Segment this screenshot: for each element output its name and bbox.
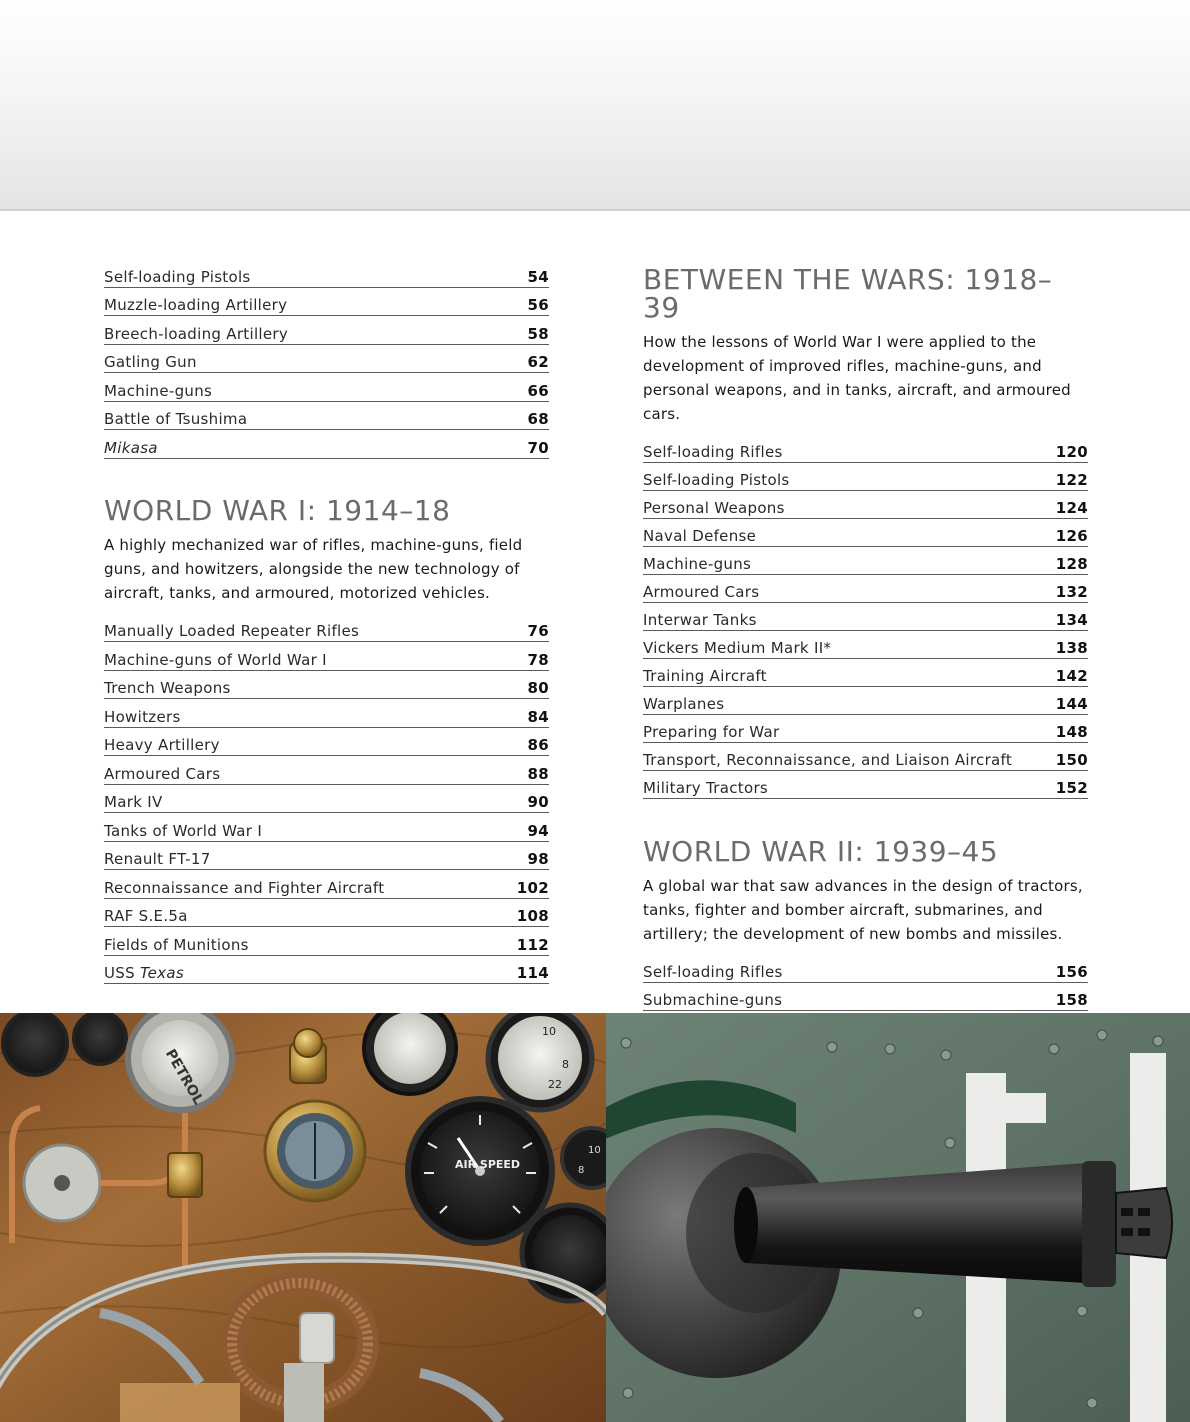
toc-entry-page: 134 bbox=[1055, 611, 1088, 629]
toc-entry[interactable] bbox=[643, 604, 1088, 631]
toc-entry-page: 120 bbox=[1055, 443, 1088, 461]
top-center-gauge bbox=[364, 1013, 456, 1094]
airspeed-gauge bbox=[408, 1099, 552, 1243]
section-description-between-wars: How the lessons of World War I were applied to the development of improved rifles, machine-guns, and personal weapons, and in tanks, aircraft, and armoured cars. bbox=[643, 333, 1071, 423]
toc-entry-page: 84 bbox=[527, 707, 549, 726]
svg-text:AIR SPEED: AIR SPEED bbox=[455, 1158, 521, 1171]
toc-entry-title: Machine-guns of World War I bbox=[104, 650, 327, 669]
header-band bbox=[0, 0, 1190, 211]
toc-entry[interactable] bbox=[643, 744, 1088, 771]
toc-entry-title: Self-loading Rifles bbox=[643, 963, 783, 981]
toc-entry[interactable] bbox=[643, 632, 1088, 659]
toc-entry-title: Submachine-guns bbox=[643, 991, 783, 1009]
toc-entry-page: 152 bbox=[1055, 779, 1088, 797]
tank-gun-photo bbox=[606, 1013, 1190, 1422]
toc-entry[interactable] bbox=[643, 688, 1088, 715]
toc-entry[interactable] bbox=[104, 729, 549, 757]
toc-entry-page: 138 bbox=[1055, 639, 1088, 657]
section-description-ww2: A global war that saw advances in the design of tractors, tanks, fighter and bomber aircraft, submarines, and artillery; the development of new bombs and missiles. bbox=[643, 877, 1083, 943]
toc-entry-title: Armoured Cars bbox=[104, 764, 221, 783]
toc-entry[interactable] bbox=[104, 757, 549, 785]
toc-entry-title: Trench Weapons bbox=[104, 679, 231, 697]
toc-entry[interactable] bbox=[104, 403, 549, 431]
toc-entry[interactable] bbox=[643, 436, 1088, 463]
toc-entry[interactable] bbox=[643, 520, 1088, 547]
toc-entry[interactable] bbox=[104, 289, 549, 317]
toc-entry-page: 70 bbox=[527, 438, 549, 457]
toc-entry-title: Armoured Cars bbox=[643, 583, 760, 601]
toc-entry[interactable] bbox=[643, 956, 1088, 983]
toc-entry-title: Gatling Gun bbox=[104, 353, 197, 371]
toc-entry[interactable] bbox=[104, 814, 549, 842]
section-heading-ww2: WORLD WAR II: 1939–45 bbox=[643, 835, 999, 868]
toc-entry-page: 76 bbox=[527, 622, 549, 640]
toc-entry-title: Fields of Munitions bbox=[104, 935, 249, 954]
toc-entry-page: 68 bbox=[527, 410, 549, 428]
toc-entry-page: 148 bbox=[1055, 723, 1088, 741]
toc-entry-page: 102 bbox=[516, 878, 549, 897]
toc-entry-title-italic: Mikasa bbox=[104, 438, 158, 457]
toc-entry[interactable] bbox=[104, 374, 549, 402]
toc-entry-page: 56 bbox=[527, 296, 549, 314]
svg-text:10: 10 bbox=[542, 1025, 556, 1038]
toc-entry-title-roman: USS bbox=[104, 964, 135, 982]
toc-entry-title: RAF S.E.5a bbox=[104, 907, 188, 925]
toc-entry[interactable] bbox=[104, 843, 549, 871]
toc-entry[interactable] bbox=[104, 643, 549, 671]
section-heading-ww1: WORLD WAR I: 1914–18 bbox=[104, 493, 451, 527]
toc-entry-page: 108 bbox=[516, 907, 549, 925]
right-column bbox=[643, 260, 1088, 1040]
toc-entry-title: Military Tractors bbox=[643, 779, 769, 797]
toc-entry-page: 142 bbox=[1055, 667, 1088, 685]
tank-gun-illustration bbox=[606, 1013, 1190, 1422]
flash-hider bbox=[1116, 1188, 1172, 1258]
toc-entry-page: 114 bbox=[516, 964, 549, 982]
toc-entry[interactable] bbox=[643, 716, 1088, 743]
toc-entry-page: 66 bbox=[527, 381, 549, 400]
toc-entry-page: 78 bbox=[527, 650, 549, 669]
toc-entry-page: 86 bbox=[527, 736, 549, 754]
cockpit-illustration bbox=[0, 1013, 606, 1422]
left-column bbox=[104, 260, 549, 985]
toc-entry-title: Naval Defense bbox=[643, 527, 757, 545]
toc-entry-title: Breech-loading Artillery bbox=[104, 324, 289, 343]
toc-entry[interactable] bbox=[104, 871, 549, 899]
toc-entry-page: 144 bbox=[1055, 695, 1088, 713]
svg-text:10: 10 bbox=[588, 1145, 601, 1156]
toc-entry-title: Self-loading Rifles bbox=[643, 443, 783, 461]
toc-entry-title: Vickers Medium Mark II* bbox=[643, 639, 832, 657]
toc-entry-title bbox=[104, 964, 184, 983]
petrol-gauge bbox=[128, 1013, 232, 1110]
toc-entry-page: 94 bbox=[527, 821, 549, 840]
toc-entry[interactable] bbox=[104, 615, 549, 643]
toc-entry[interactable] bbox=[104, 317, 549, 345]
cockpit-photo bbox=[0, 1013, 606, 1422]
toc-entry-title: Renault FT-17 bbox=[104, 850, 211, 868]
top-right-gauge bbox=[488, 1013, 592, 1110]
toc-entry-page: 150 bbox=[1055, 751, 1088, 769]
compass-gauge bbox=[265, 1101, 365, 1201]
toc-entry-page: 54 bbox=[527, 267, 549, 286]
toc-entry-page: 62 bbox=[527, 353, 549, 371]
toc-entry[interactable] bbox=[104, 700, 549, 728]
toc-entry-page: 90 bbox=[527, 793, 549, 811]
toc-list-ww1 bbox=[104, 615, 549, 985]
toc-entry-title: Muzzle-loading Artillery bbox=[104, 296, 288, 314]
toc-entry-title: Manually Loaded Repeater Rifles bbox=[104, 622, 360, 640]
toc-entry-title: Mark IV bbox=[104, 793, 163, 811]
toc-entry-title-italic: Texas bbox=[140, 964, 184, 982]
toc-entry-page: 88 bbox=[527, 764, 549, 783]
svg-text:PETROL: PETROL bbox=[161, 1046, 207, 1108]
toc-entry-title: Battle of Tsushima bbox=[104, 410, 248, 428]
toc-entry-title: Reconnaissance and Fighter Aircraft bbox=[104, 878, 385, 897]
toc-entry-title: Self-loading Pistols bbox=[643, 471, 790, 489]
toc-entry-page: 158 bbox=[1055, 991, 1088, 1009]
toc-entry[interactable] bbox=[643, 576, 1088, 603]
toc-entry-title: Interwar Tanks bbox=[643, 611, 757, 629]
toc-entry-title: Tanks of World War I bbox=[104, 821, 263, 840]
toc-entry[interactable] bbox=[643, 492, 1088, 519]
toc-entry-title bbox=[104, 439, 158, 458]
photo-strip bbox=[0, 1013, 1190, 1422]
toc-entry[interactable] bbox=[104, 900, 549, 928]
toc-entry-title: Transport, Reconnaissance, and Liaison Aircraft bbox=[643, 751, 1013, 769]
toc-entry-page: 58 bbox=[527, 324, 549, 343]
toc-entry[interactable] bbox=[104, 260, 549, 288]
toc-list-continued bbox=[104, 260, 549, 459]
section-heading-between-wars: BETWEEN THE WARS: 1918–39 bbox=[643, 263, 1053, 324]
toc-entry-title: Heavy Artillery bbox=[104, 736, 220, 754]
toc-entry-title: Machine-guns bbox=[104, 381, 213, 400]
toc-entry[interactable] bbox=[643, 548, 1088, 575]
toc-entry-page: 122 bbox=[1055, 471, 1088, 489]
svg-text:8: 8 bbox=[562, 1058, 569, 1071]
toc-entry-title: Preparing for War bbox=[643, 723, 780, 741]
toc-entry-title: Machine-guns bbox=[643, 555, 752, 573]
section-description-ww1: A highly mechanized war of rifles, machine-guns, field guns, and howitzers, alongside the new technology of aircraft, tanks, and armoured, motorized vehicles. bbox=[104, 535, 523, 602]
toc-entry-page: 126 bbox=[1055, 527, 1088, 545]
toc-entry[interactable] bbox=[643, 772, 1088, 799]
toc-entry-page: 156 bbox=[1055, 963, 1088, 981]
toc-entry[interactable] bbox=[104, 672, 549, 700]
toc-entry-title: Personal Weapons bbox=[643, 499, 785, 517]
toc-entry-page: 112 bbox=[516, 935, 549, 954]
toc-entry-page: 98 bbox=[527, 850, 549, 868]
toc-entry[interactable] bbox=[643, 464, 1088, 491]
toc-entry-title: Warplanes bbox=[643, 695, 725, 713]
toc-entry-page: 80 bbox=[527, 679, 549, 697]
toc-entry-page: 132 bbox=[1055, 583, 1088, 601]
toc-entry[interactable] bbox=[104, 431, 549, 459]
toc-entry-page: 128 bbox=[1055, 555, 1088, 573]
toc-entry[interactable] bbox=[104, 786, 549, 814]
toc-entry-title: Training Aircraft bbox=[643, 667, 767, 685]
toc-entry[interactable] bbox=[104, 928, 549, 956]
toc-entry[interactable] bbox=[104, 346, 549, 374]
toc-entry-title: Self-loading Pistols bbox=[104, 267, 251, 286]
toc-entry-page: 124 bbox=[1055, 499, 1088, 517]
toc-entry[interactable] bbox=[643, 660, 1088, 687]
brass-fitting bbox=[290, 1029, 326, 1083]
toc-list-between-wars bbox=[643, 436, 1088, 799]
toc-entry[interactable] bbox=[104, 957, 549, 985]
toc-entry[interactable] bbox=[643, 984, 1088, 1011]
toc-entry-title: Howitzers bbox=[104, 707, 181, 726]
svg-text:22: 22 bbox=[548, 1078, 562, 1091]
svg-text:8: 8 bbox=[578, 1165, 585, 1176]
